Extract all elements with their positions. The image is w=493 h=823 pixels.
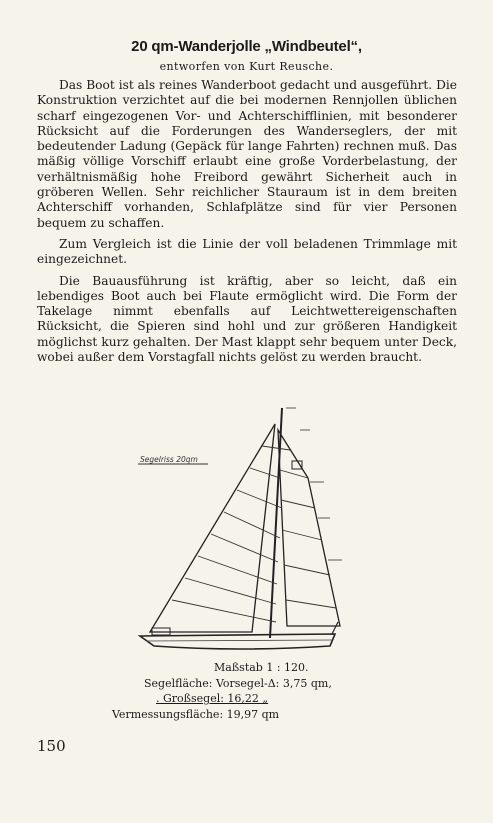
mainsail (278, 430, 340, 626)
waterline (146, 640, 332, 641)
paragraph: Das Boot ist als reines Wanderboot gedacht und ausgeführt. Die Konstruktion verzichtet auf die bei modernen Rennjollen üblichen scharf eingezogenen Vor- und Achterschifflinien, mit besonderer Rücksicht auf die Forderungen des Wanderseglers, der mit bedeutender Ladung (Gepäck für lange Fahrten) rechnen muß. Das mäßig völlige Vorschiff erlaubt eine große Vorderbelastung, der verhältnismäßig hohe Freibord gewährt Sicherheit auch in gröberen Wellen. Sehr reichlicher Stauraum ist in dem breiten Achterschiff vorhanden, Schlafplätze sind für vier Personen bequem zu schaffen. (37, 78, 457, 230)
caption-mainsail-area: . Großsegel: 16,22 „ (156, 692, 269, 705)
page-number: 150 (37, 737, 66, 755)
hull (140, 634, 335, 649)
page-subtitle: entworfen von Kurt Reusche. (159, 60, 334, 73)
sail-plan-figure (110, 400, 350, 655)
caption-measured-area: Vermessungsfläche: 19,97 qm (112, 707, 280, 721)
sketch-label: Segelriss 20qm (140, 455, 198, 464)
mast (270, 408, 282, 638)
figure-caption (112, 660, 380, 722)
mainsail-seams (280, 470, 336, 608)
paragraph: Die Bauausführung ist kräftig, aber so leicht, daß ein lebendiges Boot auch bei Flaute ermöglicht wird. Die Form der Takelage nimmt ebenfalls auf Leichtwettereigenschaften Rücksicht, die Spieren sind hohl und zur größeren Handigkeit möglichst kurz gehalten. Der Mast klappt sehr bequem unter Deck, wobei außer dem Vorstagfall nichts gelöst zu werden braucht. (37, 273, 457, 365)
caption-sail-area: Segelfläche: Vorsegel-Δ: 3,75 qm, (144, 676, 332, 690)
body-text (37, 78, 457, 371)
rudder (332, 622, 338, 634)
caption-scale: Maßstab 1 : 120. (214, 661, 309, 674)
annotation-ticks (286, 408, 342, 560)
paragraph: Zum Vergleich ist die Linie der voll beladenen Trimmlage mit eingezeichnet. (37, 236, 457, 267)
page-title: 20 qm-Wanderjolle „Windbeutel“, (131, 38, 362, 55)
